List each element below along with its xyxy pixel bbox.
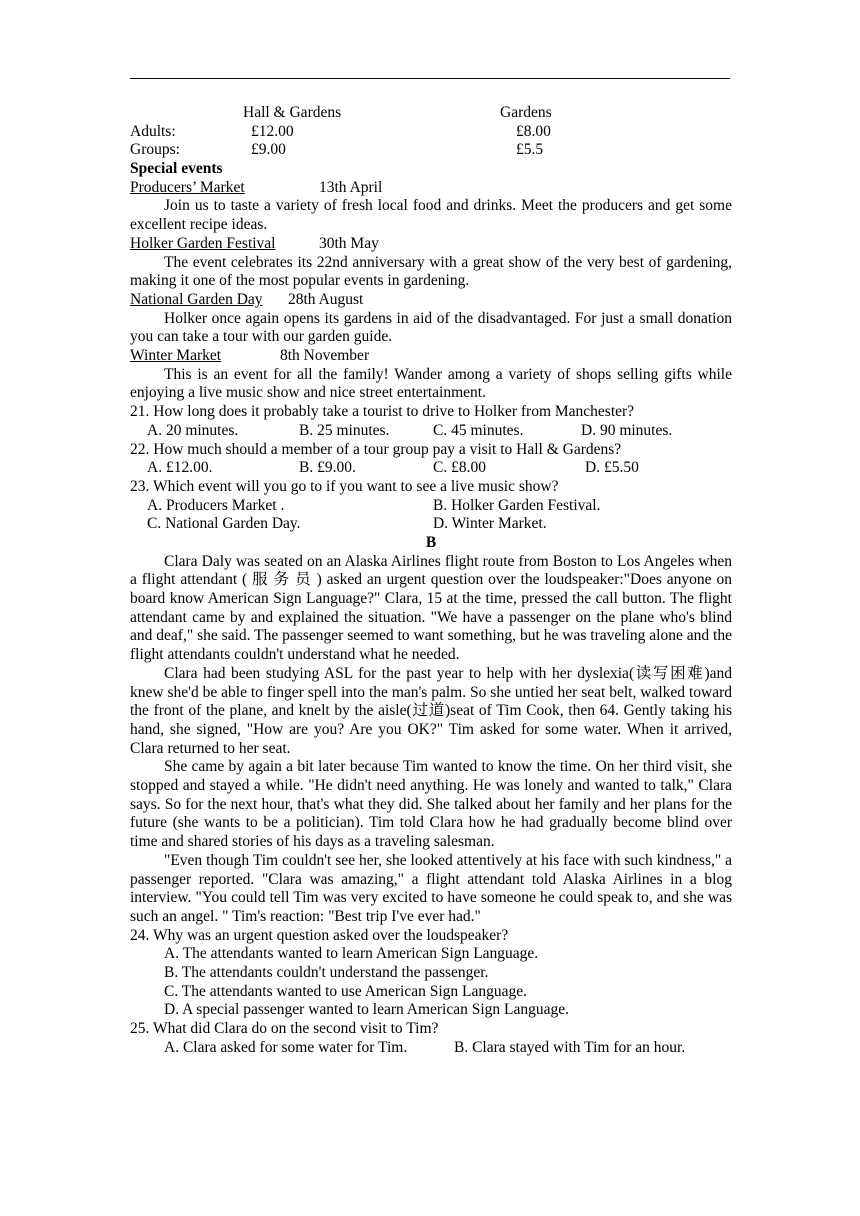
question-23: 23. Which event will you go to if you want to see a live music show? (130, 477, 559, 495)
options-25: A. Clara asked for some water for Tim. B. Clara stayed with Tim for an hour. (164, 1038, 686, 1056)
passage-paragraph: "Even though Tim couldn't see her, she looked attentively at his face with such kindness," a passenger reported. "Clara was amazing," a flight attendant told Alaska Airlines in a blog interview. "You could tell Tim was very excited to have someone he could speak to, and she was such an angel. " Tim's reaction: "Best trip I've ever had." (130, 851, 732, 925)
question-25: 25. What did Clara do on the second visit to Tim? (130, 1020, 439, 1038)
options-23-row1: A. Producers Market . B. Holker Garden Festival. (147, 496, 601, 514)
option-24-c: C. The attendants wanted to use American Sign Language. (164, 982, 528, 1000)
event-desc: Join us to taste a variety of fresh local food and drinks. Meet the producers and get some excellent recipe ideas. (130, 197, 732, 234)
options-22: A. £12.00. B. £9.00. C. £8.00 D. £5.50 (147, 459, 639, 477)
question-24: 24. Why was an urgent question asked over the loudspeaker? (130, 926, 509, 944)
event-desc: Holker once again opens its gardens in aid of the disadvantaged. For just a small donation you can take a tour with our garden guide. (130, 309, 732, 346)
event-name: National Garden Day (130, 290, 263, 308)
col-gardens: Gardens (500, 104, 552, 121)
event-title-row (130, 347, 732, 366)
section-b-heading: B (425, 533, 437, 551)
price-row-adults: Adults: £12.00 £8.00 (130, 122, 551, 140)
options-21: A. 20 minutes. B. 25 minutes. C. 45 minutes. D. 90 minutes. (147, 421, 673, 439)
option-24-b: B. The attendants couldn't understand the passenger. (164, 964, 489, 982)
event-date: 8th November (280, 347, 370, 365)
option-24-a: A. The attendants wanted to learn American Sign Language. (164, 945, 539, 963)
event-title-row (130, 291, 732, 310)
event-name: Holker Garden Festival (130, 234, 276, 252)
price-row-groups: Groups: £9.00 £5.5 (130, 141, 544, 159)
price-table-header (130, 104, 732, 123)
passage-paragraph: She came by again a bit later because Tim wanted to know the time. On her third visit, she stopped and stayed a while. "He didn't need anything. He was lonely and wanted to talk," Clara says. So for the next hour, that's what they did. She talked about her family and her plans for the future (she wants to be a politician). Tim told Clara how he had gradually become blind over time and shared stories of his days as a traveling salesman. (130, 758, 732, 851)
event-date: 13th April (319, 178, 383, 196)
event-name: Producers’ Market (130, 178, 245, 196)
event-title-row (130, 235, 732, 254)
question-22: 22. How much should a member of a tour group pay a visit to Hall & Gardens? (130, 440, 622, 458)
header-rule (130, 78, 730, 79)
event-date: 28th August (288, 290, 364, 308)
event-desc: This is an event for all the family! Wander among a variety of shops selling gifts while enjoying a live music show and nice street entertainment. (130, 365, 732, 402)
question-21: 21. How long does it probably take a tourist to drive to Holker from Manchester? (130, 403, 635, 421)
option-24-d: D. A special passenger wanted to learn American Sign Language. (164, 1001, 570, 1019)
col-hall-gardens: Hall & Gardens (243, 104, 342, 121)
event-title-row (130, 179, 732, 198)
event-date: 30th May (319, 234, 379, 252)
event-desc: The event celebrates its 22nd anniversary with a great show of the very best of gardening, making it one of the most popular events in gardening. (130, 253, 732, 290)
passage-paragraph: Clara Daly was seated on an Alaska Airlines flight route from Boston to Los Angeles when a flight attendant ( 服 务 员 ) asked an urgent question over the loudspeaker:"Does anyone on board know American Sign Language?" Clara, 15 at the time, pressed the call button. The flight attendant came by and explained the situation. "We have a passenger on the plane who's blind and deaf," she said. The passenger seemed to want something, but he was traveling alone and the flight attendants couldn't understand what he needed. (130, 552, 732, 664)
passage-paragraph: Clara had been studying ASL for the past year to help with her dyslexia(读写困难)and knew she'd be able to finger spell into the man's palm. So she untied her seat belt, walked toward the front of the plane, and knelt by the aisle(过道)seat of Tim Cook, then 64. Gently taking his hand, she signed, "How are you? Are you OK?" Tim asked for some water. When it arrived, Clara returned to her seat. (130, 664, 732, 757)
document-page (130, 104, 732, 1058)
options-23-row2: C. National Garden Day. D. Winter Market. (147, 515, 547, 533)
event-name: Winter Market (130, 347, 222, 365)
special-events-heading: Special events (130, 160, 223, 178)
